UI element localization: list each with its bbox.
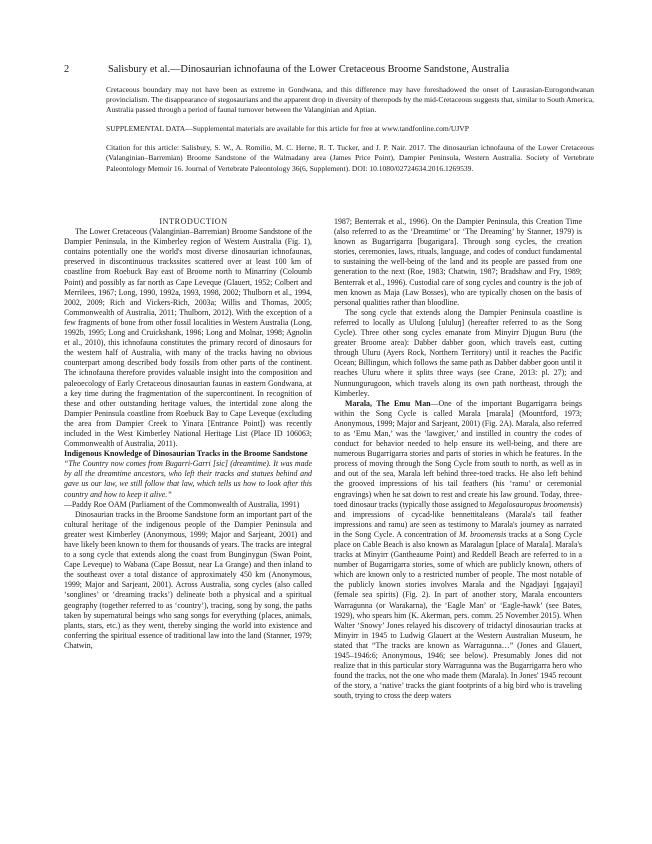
abstract-tail: Cretaceous boundary may not have been as extreme in Gondwana, and this difference may have foreshadowed the onset of Laurasian-Eurogondwanan provincialism. The disappearance of stegosaurians and the apparent drop in diversity of theropods by the mid-Cretaceous suggests that, similar to South America, Australia passed through a period of faunal turnover between the Valanginian and Aptian.	[106, 85, 594, 115]
citation-block: Citation for this article: Salisbury, S. W., A. Romilio, M. C. Herne, R. T. Tucker, and J. P. Nair. 2017. The dinosaurian ichnofauna of the Lower Cretaceous (Valanginian–Barremian) Broome Sandstone of the Walmadany area (James Price Point), Dampier Peninsula, Western Australia. Society of Vertebrate Paleontology Memoir 16. Journal of Vertebrate Paleontology 36(6, Supplement). DOI: 10.1080/02724634.2016.1269539.	[106, 143, 594, 173]
marala-paragraph	[334, 399, 582, 702]
marala-text-1: —One of the important Bugarrigarra beings within the Song Cycle is called Marala [marala] (Mountford, 1973; Anonymous, 1999; Major and Sarjeant, 2001) (Fig. 2A). Marala, also referred to as ‘Emu Man,’ was the ‘lawgiver,’ and instilled in country the codes of conduct for behavior needed to help ensure its well-being, and there are numerous Bugarrigarra stories and parts of stories in which he features. In the process of moving through the Song Cycle from south to north, as well as in and out of the sea, Marala left behind three-toed tracks. He also left behind the grooved impressions of his tail feathers (his ‘ramu’ or ceremonial engravings) when he sat down to rest and create his law ground. Today, three-toed dinosaur tracks (typically those assigned to	[334, 398, 583, 509]
page-number: 2	[64, 64, 70, 75]
subsection-title-indigenous-knowledge: Indigenous Knowledge of Dinosaurian Tracks in the Broome Sandstone	[64, 449, 308, 459]
left-column	[64, 217, 312, 651]
continued-paragraph: 1987; Benterrak et al., 1996). On the Dampier Peninsula, this Creation Time (also referred to as the ‘Dreamtime’ or ‘The Dreaming’ by Stanner, 1979) is known as Bugarrigarra [bugarigara]. Through song cycles, the creation stories, ceremonies, laws, rituals, language, and codes of conduct fundamental to sustaining the well-being of the land and its people are passed from one generation to the next (Roe, 1983; Chatwin, 1987; Bradshaw and Fry, 1989; Benterrak et al., 1996). Custodial care of song cycles and country is the job of men known as Maja (Law Bosses), who are typically chosen on the basis of personal qualities rather than bloodline.	[334, 217, 582, 307]
taxon-name-2: M. broomensis	[459, 529, 507, 539]
intro-paragraph: The Lower Cretaceous (Valanginian–Barremian) Broome Sandstone of the Dampier Peninsula, in the Kimberley region of Western Australia (Fig. 1), contains potentially one the world's most diverse dinosaurian ichnofaunas, preserved in discontinuous trackssites scattered over at least 100 km of coastline from Roebuck Bay east of Broome north to Minarriny (Coloumb Point) and possibly as far north as Cape Leveque (Glauert, 1952; Colbert and Merrilees, 1967; Long, 1990, 1992a, 1993, 1998, 2002; Thulborn et al., 1994, 2002, 2009; Rich and Vickers-Rich, 2003a; Willis and Thomas, 2005; Commonwealth of Australia, 2011; Thulborn, 2012). With the exception of a few fragments of bone from other fossil localities in Western Australia (Long, 1992b, 1995; Long and Cruickshank, 1996; Long and Molnar, 1998; Agnolin et al., 2010), this ichnofauna constitutes the primary record of dinosaurs for the western half of Australia, with many of the tracks having no obvious counterpart among described body fossils from other parts of the continent. The ichnofauna therefore provides valuable insight into the composition and paleoecology of Early Cretaceous dinosaurian faunas in eastern Gondwana, at a key time during the fragmentation of the supercontinent. In recognition of these and other outstanding heritage values, the intertidal zone along the Dampier Peninsula coastline from Roebuck Bay to Cape Leveque (excluding the area from Dampier Creek to Yinara [Entrance Point]) was recently included in the West Kimberley National Heritage List (Place ID 106063; Commonwealth of Australia, 2011).	[64, 227, 312, 449]
right-column	[334, 217, 582, 702]
epigraph-attribution: —Paddy Roe OAM (Parliament of the Commonwealth of Australia, 1991)	[64, 499, 300, 509]
page-header	[64, 64, 594, 78]
epigraph-quote: “The Country now comes from Bugarri-Garri [sic] (dreamtime). It was made by all the dreamtime ancestors, who left their tracks and statues behind and gave us our law, we still follow that law, which tells us how to look after this country and how to keep it alive.”	[64, 459, 312, 499]
marala-text-2: ) and impressions of cycad-like bennettitaleans (Marala's tail feather impressions and ramu) are seen as testimony to Marala's journey as narrated in the Song Cycle. A concentration of	[334, 499, 582, 539]
song-cycle-paragraph: The song cycle that extends along the Dampier Peninsula coastline is referred to locally as Ululong [ululuŋ] (hereafter referred to as the Song Cycle). Three other song cycles emanate from Minyirr Djugun Buru (the greater Broome area): Dabber dabber goon, which travels east, cutting through Uluru (Ayers Rock, Northern Territory) until it reaches the Pacific Ocean; Billingun, which follows the same path as Dabber dabber goon until it reaches Uluru where it splits three ways (see Crane, 2013: pl. 27); and Nunnungurugoon, which travels along its own path northeast, through the Kimberley.	[334, 307, 582, 398]
section-title-introduction: INTRODUCTION	[159, 217, 228, 226]
taxon-name-1: Megalosauropus broomensis	[488, 499, 580, 509]
runin-heading-marala: Marala, The Emu Man	[345, 398, 431, 408]
front-matter	[106, 85, 594, 183]
tracks-paragraph: Dinosaurian tracks in the Broome Sandstone form an important part of the cultural heritage of the indigenous people of the Dampier Peninsula and greater west Kimberley (Anonymous, 1999; Major and Sarjeant, 2001) and have likely been known to them for thousands of years. The tracks are integral to a song cycle that extends along the coast from Bunginygun (Swan Point, Cape Leveque) to Wabana (Cape Bossut, near La Grange) and then inland to the southeast over a total distance of approximately 450 km (Anonymous, 1999; Major and Sarjeant, 2001). Across Australia, song cycles (also called ‘songlines’ or ‘dreaming tracks’) delineate both a physical and a spiritual geography (together referred to as ‘country’), tracing, song by song, the paths taken by supernatural beings who sang songs for everything (places, animals, plants, stars, etc.) as they went, thereby singing the world into existence and conferring the spiritual essence of traditional law into the land (Stanner, 1979; Chatwin,	[64, 509, 312, 650]
running-head: Salisbury et al.—Dinosaurian ichnofauna of the Lower Cretaceous Broome Sandstone, Australia	[108, 64, 510, 75]
marala-text-3: tracks at a Song Cycle place on Cable Beach is also known as Maralagun [place of Marala]. Marala's tracks at Minyirr (Gantheaume Point) and Reddell Beach are referred to in a number of Bugarrigarra stories, some of which are publicly known, others of which are known only to a restricted number of people. The most notable of the publicly known stories involves Marala and the Ngadjayi [ŋgajayi] (female sea spirits) (Fig. 2). In part of another story, Marala encounters Warragunna (or Warakarna), the ‘Eagle Man’ or ‘Eagle-hawk’ (see Bates, 1929), who spears him (K. Akerman, pers. comm. 25 November 2015). When Walter ‘Snowy’ Jones relayed his discovery of tridactyl dinosaurian tracks at Minyirr in 1945 to Ludwig Glauert at the Western Australian Museum, he stated that “The tracks are known as Warragunna…” (Jones and Glauert, 1945–1946:6; Anonymous, 1946; see below). Presumably Jones did not realize that in this particular story Warragunna was the Bugarrigarra hero who found the tracks, not the one who made them (Marala). In Jones' 1945 recount of the story, a ‘native’ tracks the giant footprints of a big bird who is traveling south, trying to cross the deep waters	[334, 529, 583, 701]
supplemental-data-note: SUPPLEMENTAL DATA—Supplemental materials are available for this article for free at www.tandfonline.com/UJVP	[106, 124, 469, 134]
